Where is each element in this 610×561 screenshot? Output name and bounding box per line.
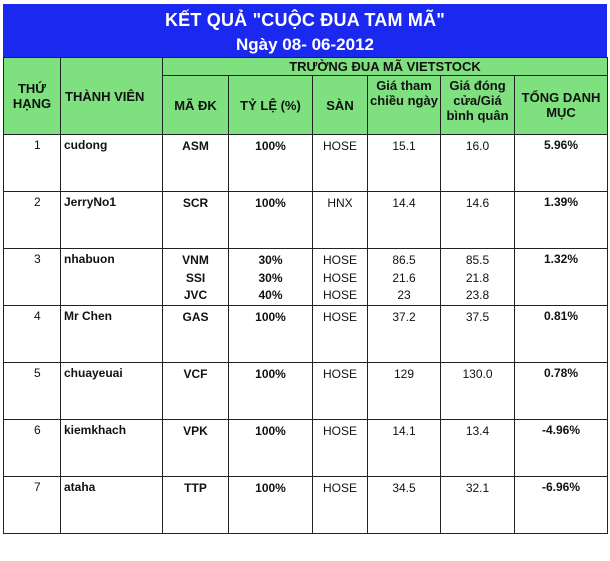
cell-rank: 5 — [4, 363, 61, 420]
cell-close-price-value: 130.0 — [462, 367, 493, 381]
cell-rank: 2 — [4, 192, 61, 249]
cell-ratio-value: 30% — [258, 270, 283, 285]
cell-member: kiemkhach — [61, 420, 163, 477]
cell-floor — [313, 249, 368, 306]
cell-close-price-value: 85.5 — [465, 253, 490, 267]
cell-code-value: SCR — [182, 196, 209, 210]
cell-floor-value: HOSE — [322, 424, 357, 438]
cell-code-value: VNM — [182, 253, 209, 267]
cell-code-value: VPK — [183, 424, 208, 438]
cell-close-price-value: 23.8 — [465, 288, 490, 302]
cell-ref-price-value: 14.4 — [392, 196, 416, 210]
header-rank: THỨ HẠNG — [4, 58, 61, 135]
table-row — [4, 306, 608, 363]
header-floor: SÀN — [313, 76, 368, 135]
cell-ref-price — [368, 420, 441, 477]
cell-ref-price — [368, 192, 441, 249]
cell-ref-price-value: 15.1 — [392, 139, 416, 153]
cell-total: 1.32% — [515, 249, 608, 306]
cell-ref-price-value: 14.1 — [392, 424, 416, 438]
cell-ratio-value: 100% — [255, 481, 286, 495]
cell-ratio — [229, 306, 313, 363]
cell-close-price — [441, 192, 515, 249]
cell-code — [163, 192, 229, 249]
cell-ratio — [229, 135, 313, 192]
cell-close-price-value: 32.1 — [465, 481, 490, 495]
table-row — [4, 135, 608, 192]
title-banner — [3, 4, 607, 57]
cell-close-price-value: 37.5 — [465, 310, 490, 324]
header-close-price: Giá đóng cửa/Giá bình quân — [441, 76, 515, 135]
title-line-2-date: Ngày 08- 06-2012 — [236, 35, 374, 54]
cell-close-price-value: 14.6 — [465, 196, 490, 210]
cell-floor — [313, 192, 368, 249]
cell-ratio-value: 100% — [255, 424, 286, 438]
cell-code-value: ASM — [182, 139, 209, 153]
cell-close-price-value: 16.0 — [465, 139, 490, 153]
cell-rank: 6 — [4, 420, 61, 477]
cell-member: chuayeuai — [61, 363, 163, 420]
table-row — [4, 249, 608, 306]
cell-rank: 4 — [4, 306, 61, 363]
cell-ref-price-value: 37.2 — [392, 310, 416, 324]
cell-total: 0.78% — [515, 363, 608, 420]
cell-floor-value: HOSE — [322, 481, 357, 495]
cell-floor-value: HOSE — [322, 310, 357, 324]
cell-code-value: JVC — [183, 288, 208, 302]
header-code: MÃ ĐK — [163, 76, 229, 135]
cell-close-price-value: 21.8 — [465, 270, 490, 285]
cell-total: -4.96% — [515, 420, 608, 477]
cell-member: nhabuon — [61, 249, 163, 306]
cell-floor-value: HOSE — [322, 253, 357, 267]
cell-floor — [313, 363, 368, 420]
cell-close-price-value: 13.4 — [465, 424, 490, 438]
cell-ratio — [229, 363, 313, 420]
cell-ref-price — [368, 363, 441, 420]
cell-rank: 7 — [4, 477, 61, 534]
cell-close-price — [441, 306, 515, 363]
cell-floor — [313, 306, 368, 363]
cell-floor — [313, 420, 368, 477]
cell-close-price — [441, 249, 515, 306]
cell-total: -6.96% — [515, 477, 608, 534]
cell-member: ataha — [61, 477, 163, 534]
cell-ref-price — [368, 249, 441, 306]
header-group: TRƯỜNG ĐUA MÃ VIETSTOCK — [163, 58, 608, 76]
cell-code — [163, 249, 229, 306]
cell-close-price — [441, 363, 515, 420]
table-row — [4, 363, 608, 420]
cell-ratio — [229, 477, 313, 534]
table-header — [4, 58, 608, 135]
cell-ratio — [229, 249, 313, 306]
cell-ratio-value: 100% — [255, 196, 286, 210]
cell-ratio — [229, 420, 313, 477]
cell-rank: 1 — [4, 135, 61, 192]
cell-total: 0.81% — [515, 306, 608, 363]
cell-ratio — [229, 192, 313, 249]
cell-code — [163, 363, 229, 420]
table-body — [4, 135, 608, 534]
header-ratio: TỶ LỆ (%) — [229, 76, 313, 135]
cell-ratio-value: 40% — [258, 288, 283, 302]
cell-total: 5.96% — [515, 135, 608, 192]
cell-code — [163, 306, 229, 363]
cell-ref-price — [368, 306, 441, 363]
table-row — [4, 477, 608, 534]
cell-floor-value: HOSE — [322, 139, 357, 153]
cell-floor-value: HOSE — [322, 367, 357, 381]
table-row — [4, 192, 608, 249]
cell-ratio-value: 100% — [255, 367, 286, 381]
cell-ref-price-value: 129 — [393, 367, 415, 381]
cell-close-price — [441, 420, 515, 477]
cell-ratio-value: 100% — [255, 310, 286, 324]
header-total: TỔNG DANH MỤC — [515, 76, 608, 135]
cell-code — [163, 477, 229, 534]
cell-ref-price-value: 23 — [397, 288, 411, 302]
cell-ref-price-value: 86.5 — [392, 253, 416, 267]
cell-floor — [313, 135, 368, 192]
cell-floor-value: HNX — [327, 196, 353, 210]
cell-floor-value: HOSE — [322, 270, 357, 285]
table-row — [4, 420, 608, 477]
cell-rank: 3 — [4, 249, 61, 306]
cell-ref-price-value: 34.5 — [392, 481, 416, 495]
cell-total: 1.39% — [515, 192, 608, 249]
cell-code-value: TTP — [184, 481, 207, 495]
cell-floor-value: HOSE — [322, 288, 357, 302]
cell-code-value: GAS — [182, 310, 209, 324]
cell-code — [163, 420, 229, 477]
cell-close-price — [441, 477, 515, 534]
cell-code — [163, 135, 229, 192]
header-member: THÀNH VIÊN — [61, 58, 163, 135]
cell-member: cudong — [61, 135, 163, 192]
cell-ref-price-value: 21.6 — [392, 270, 416, 285]
cell-ratio-value: 30% — [258, 253, 283, 267]
cell-ref-price — [368, 135, 441, 192]
header-ref-price: Giá tham chiều ngày — [368, 76, 441, 135]
cell-ratio-value: 100% — [255, 139, 286, 153]
cell-code-value: VCF — [183, 367, 208, 381]
cell-member: JerryNo1 — [61, 192, 163, 249]
title-line-1: KẾT QUẢ "CUỘC ĐUA TAM MÃ" — [164, 10, 446, 30]
cell-member: Mr Chen — [61, 306, 163, 363]
cell-close-price — [441, 135, 515, 192]
results-table — [3, 57, 608, 534]
cell-floor — [313, 477, 368, 534]
cell-code-value: SSI — [185, 270, 206, 285]
cell-ref-price — [368, 477, 441, 534]
